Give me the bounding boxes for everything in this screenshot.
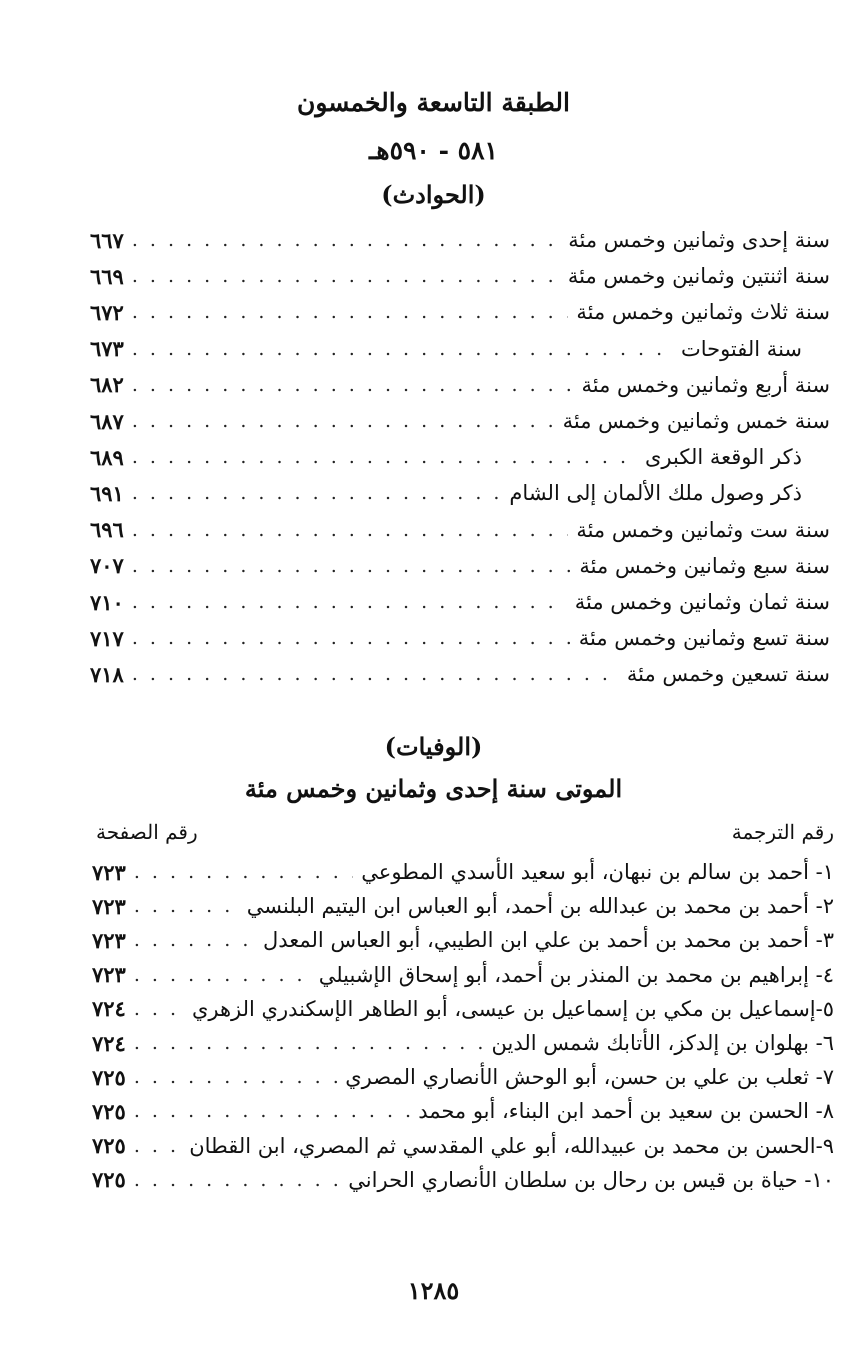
event-entry xyxy=(90,223,830,257)
entry-label: ٣- أحمد بن محمد بن أحمد بن علي ابن الطيبي، أبو العباس المعدل xyxy=(262,928,834,953)
entry-label: ذكر الوقعة الكبرى xyxy=(645,445,802,470)
dot-leader xyxy=(132,265,560,287)
dot-leader xyxy=(132,410,555,432)
entry-page-number: ٦٩٦ xyxy=(90,517,124,543)
entry-page-number: ٦٧٢ xyxy=(90,299,124,325)
entry-label: ٧- ثعلب بن علي بن حسن، أبو الوحش الأنصاري المصري xyxy=(345,1065,834,1090)
entry-label: ٢- أحمد بن محمد بن عبدالله بن أحمد، أبو العباس ابن اليتيم البلنسي xyxy=(246,894,834,919)
death-entry xyxy=(92,958,834,992)
dot-leader xyxy=(134,964,311,986)
page-number: ١٢٨٥ xyxy=(407,1276,460,1305)
entry-page-number: ٧٠٧ xyxy=(90,553,124,579)
entry-page-number: ٧٢٣ xyxy=(92,962,126,988)
dot-leader xyxy=(134,1032,484,1054)
dot-leader xyxy=(132,663,619,685)
entry-label: سنة سبع وثمانين وخمس مئة xyxy=(579,553,830,578)
deaths-subheading: الموتى سنة إحدى وثمانين وخمس مئة xyxy=(244,774,623,803)
dot-leader xyxy=(134,1066,337,1088)
entry-page-number: ٦٨٢ xyxy=(90,372,124,398)
dot-leader xyxy=(132,555,572,577)
entry-label: ٤- إبراهيم بن محمد بن المنذر بن أحمد، أبو إسحاق الإشبيلي xyxy=(318,962,834,987)
death-entry xyxy=(92,889,834,923)
death-entry xyxy=(92,1060,834,1094)
entry-label: سنة الفتوحات xyxy=(680,336,802,361)
dot-leader xyxy=(132,301,569,323)
event-entry xyxy=(90,295,830,329)
entry-page-number: ٧١٠ xyxy=(90,589,124,615)
death-entry xyxy=(92,992,834,1026)
entry-label: سنة اثنتين وثمانين وخمس مئة xyxy=(567,264,830,289)
translation-number-header: رقم الترجمة xyxy=(731,820,834,844)
event-entry xyxy=(90,513,830,547)
dot-leader xyxy=(134,998,184,1020)
entry-label: ٦- بهلوان بن إلدكز، الأتابك شمس الدين xyxy=(491,1031,834,1055)
event-entry xyxy=(90,368,830,402)
entry-page-number: ٧٢٤ xyxy=(92,996,126,1022)
entry-label: سنة أربع وثمانين وخمس مئة xyxy=(581,372,830,397)
page-number-header: رقم الصفحة xyxy=(96,820,198,844)
event-entry xyxy=(90,332,802,366)
entry-page-number: ٧٢٥ xyxy=(92,1167,126,1193)
death-entry xyxy=(92,1094,834,1128)
entry-label: ١- أحمد بن سالم بن نبهان، أبو سعيد الأسدي المطوعي xyxy=(361,860,834,884)
entry-label: ٩-الحسن بن محمد بن عبيدالله، أبو علي المقدسي ثم المصري، ابن القطان xyxy=(189,1133,834,1158)
death-entry xyxy=(92,1129,834,1163)
entry-page-number: ٧٢٤ xyxy=(92,1030,126,1056)
entry-page-number: ٦٦٧ xyxy=(90,227,124,253)
entry-page-number: ٧١٧ xyxy=(90,625,124,651)
entry-page-number: ٧٢٣ xyxy=(92,893,126,919)
events-heading: (الحوادث) xyxy=(381,180,486,209)
dot-leader xyxy=(132,446,637,468)
event-entry xyxy=(90,585,830,619)
entry-label: ٨- الحسن بن سعيد بن أحمد ابن البناء، أبو محمد xyxy=(418,1099,834,1124)
entry-page-number: ٦٨٧ xyxy=(90,408,124,434)
entry-page-number: ٦٩١ xyxy=(90,480,124,506)
death-entry xyxy=(92,923,834,957)
dot-leader xyxy=(132,338,673,360)
event-entry xyxy=(90,657,830,691)
entry-page-number: ٧٢٥ xyxy=(92,1098,126,1124)
entry-label: سنة خمس وثمانين وخمس مئة xyxy=(562,409,830,433)
death-entry xyxy=(92,1163,834,1197)
entry-label: سنة ست وثمانين وخمس مئة xyxy=(576,517,830,542)
dot-leader xyxy=(132,627,571,649)
event-entry xyxy=(90,440,802,474)
year-range: ٥٨١ - ٥٩٠هـ xyxy=(369,136,498,165)
entry-label: ١٠- حياة بن قيس بن رحال بن سلطان الأنصاري الحراني xyxy=(348,1167,834,1192)
entry-page-number: ٧٢٣ xyxy=(92,859,126,885)
dot-leader xyxy=(132,482,502,504)
entry-label: سنة تسع وثمانين وخمس مئة xyxy=(578,626,830,651)
entry-label: سنة ثمان وثمانين وخمس مئة xyxy=(574,590,830,614)
death-entry xyxy=(92,855,834,889)
entry-label: ذكر وصول ملك الألمان إلى الشام xyxy=(509,481,802,506)
entry-page-number: ٦٦٩ xyxy=(90,263,124,289)
dot-leader xyxy=(134,861,353,883)
dot-leader xyxy=(132,591,567,613)
dot-leader xyxy=(134,1169,340,1191)
deaths-heading: (الوفيات) xyxy=(384,732,483,761)
entry-page-number: ٦٧٣ xyxy=(90,336,124,362)
entry-label: سنة إحدى وثمانين وخمس مئة xyxy=(568,228,830,252)
entry-label: سنة تسعين وخمس مئة xyxy=(626,662,830,687)
tabaqa-title: الطبقة التاسعة والخمسون xyxy=(296,88,570,117)
event-entry xyxy=(90,259,830,293)
entry-page-number: ٧١٨ xyxy=(90,661,124,687)
entry-label: ٥-إسماعيل بن مكي بن إسماعيل بن عيسى، أبو الطاهر الإسكندري الزهري xyxy=(191,996,834,1021)
event-entry xyxy=(90,404,830,438)
death-entry xyxy=(92,1026,834,1060)
entry-label: سنة ثلاث وثمانين وخمس مئة xyxy=(576,300,830,325)
dot-leader xyxy=(134,929,255,951)
entry-page-number: ٧٢٥ xyxy=(92,1133,126,1159)
dot-leader xyxy=(134,895,239,917)
dot-leader xyxy=(134,1100,410,1122)
entry-page-number: ٦٨٩ xyxy=(90,444,124,470)
dot-leader xyxy=(132,229,560,251)
dot-leader xyxy=(132,519,568,541)
entry-page-number: ٧٢٣ xyxy=(92,927,126,953)
event-entry xyxy=(90,621,830,655)
dot-leader xyxy=(134,1135,181,1157)
event-entry xyxy=(90,476,802,510)
entry-page-number: ٧٢٥ xyxy=(92,1064,126,1090)
event-entry xyxy=(90,549,830,583)
dot-leader xyxy=(132,374,574,396)
